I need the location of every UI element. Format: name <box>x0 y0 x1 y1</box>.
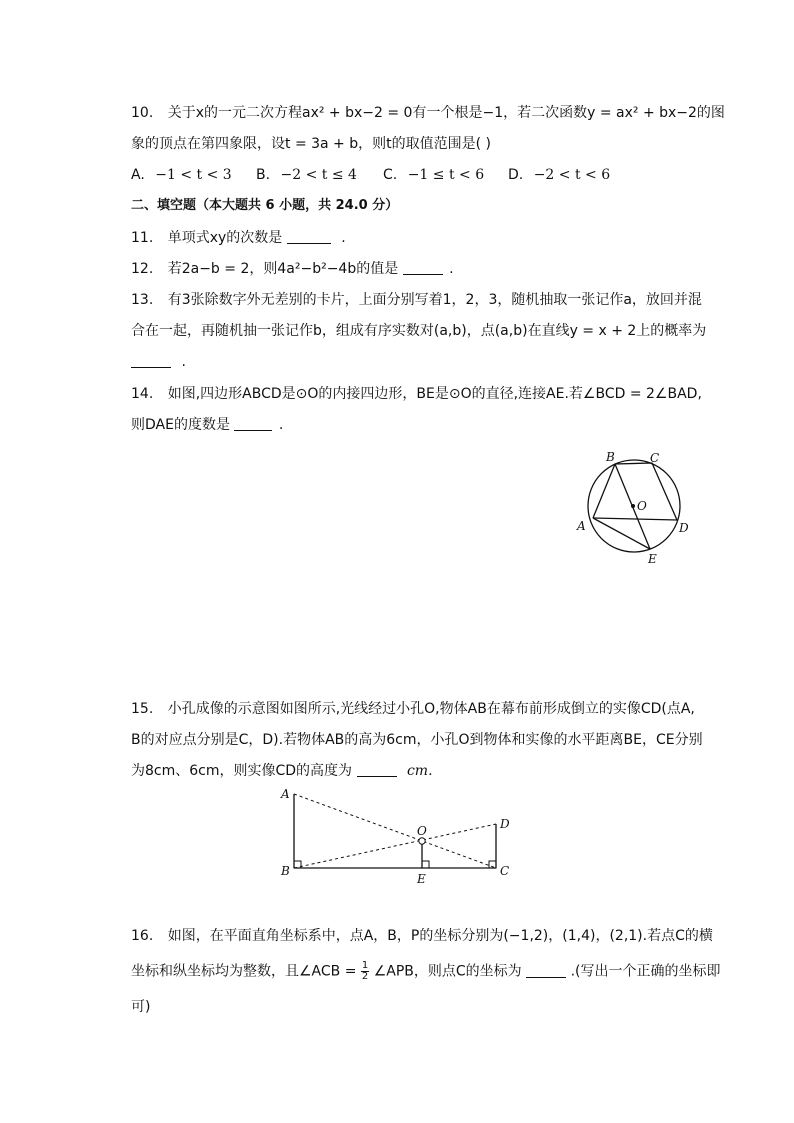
q13-stem-line2: 合在一起，再随机抽一张记作b，组成有序实数对(a,b)，点(a,b)在直线y = x + 2上的概率为 <box>131 323 707 339</box>
option-label: B. <box>256 167 271 183</box>
q13-number: 13. <box>131 292 154 308</box>
q15-number: 15. <box>131 701 154 717</box>
q10-stem-line1: 关于x的一元二次方程ax² + bx−2 = 0有一个根是−1，若二次函数y = ax² + bx−2的图 <box>167 105 725 121</box>
q15-line2 <box>131 730 703 750</box>
q11-number: 11. <box>131 230 154 246</box>
q12-answer-blank[interactable] <box>403 260 443 275</box>
fraction-denominator: 2 <box>361 971 369 982</box>
q16-stem-line2: 坐标和纵坐标均为整数，且∠ACB = <box>131 963 357 980</box>
label-a: A <box>281 787 290 801</box>
q16-stem-line2-end: .(写出一个正确的坐标即 <box>570 963 721 980</box>
q14-stem-line2: 则DAE的度数是 <box>131 417 230 433</box>
fraction-one-half <box>361 961 369 982</box>
q11-answer-blank[interactable] <box>287 229 331 244</box>
pinhole-o <box>419 838 425 844</box>
label-a: A <box>577 519 586 533</box>
q15-answer-blank[interactable] <box>357 762 397 777</box>
q13-stem-line1: 有3张除数字外无差别的卡片，上面分别写着1，2，3，随机抽取一张记作a，放回并混 <box>167 292 702 308</box>
option-text: −1 ≤ t < 6 <box>407 167 485 183</box>
q11-text-end: . <box>341 230 346 246</box>
q13-text-end: . <box>181 354 186 370</box>
label-e: E <box>648 552 657 566</box>
q13-line3 <box>131 352 186 372</box>
segment-ae <box>593 518 650 549</box>
q10-number: 10. <box>131 105 154 121</box>
option-text: −2 < t < 6 <box>533 167 611 183</box>
q15-stem-line3: 为8cm、6cm，则实像CD的高度为 <box>131 763 353 779</box>
option-text: −2 < t ≤ 4 <box>280 167 357 183</box>
segment-ad <box>593 518 677 520</box>
q15-unit: cm. <box>406 763 433 779</box>
q10-stem-line2: 象的顶点在第四象限，设t = 3a + b，则t的取值范围是( ) <box>131 136 491 152</box>
q15-line1 <box>131 699 695 719</box>
label-d: D <box>679 521 689 535</box>
q11-text: 单项式xy的次数是 <box>167 230 283 246</box>
q11 <box>131 228 346 248</box>
q14-line2 <box>131 415 283 435</box>
label-c: C <box>650 451 660 465</box>
option-label: D. <box>508 167 524 183</box>
label-e: E <box>417 872 426 886</box>
label-c: C <box>500 864 510 878</box>
q16-stem-line3: 可) <box>131 999 151 1015</box>
ray-b-to-d <box>294 824 496 868</box>
q16-stem-line2-mid: ∠APB，则点C的坐标为 <box>373 963 522 980</box>
q13-answer-blank[interactable] <box>131 353 171 368</box>
label-b: B <box>281 864 290 878</box>
q10-line2 <box>131 134 491 154</box>
q16-line2 <box>131 961 721 982</box>
q13-line2 <box>131 321 706 341</box>
q12-number: 12. <box>131 261 154 277</box>
label-d: D <box>500 817 510 831</box>
q12-text: 若2a−b = 2，则4a²−b²−4b的值是 <box>167 261 399 277</box>
q12-text-end: . <box>449 261 454 277</box>
q16-stem-line1: 如图，在平面直角坐标系中，点A，B，P的坐标分别为(−1,2)，(1,4)，(2,1).若点C的横 <box>167 928 713 944</box>
center-point-o <box>631 504 635 508</box>
label-o: O <box>637 499 647 513</box>
q14-line1 <box>131 384 702 404</box>
q10-line1 <box>131 103 725 123</box>
right-angle-e <box>422 861 429 868</box>
q14-number: 14. <box>131 386 154 402</box>
q16-line1 <box>131 926 713 946</box>
q12 <box>131 259 454 279</box>
q10-option-c[interactable] <box>383 165 484 185</box>
q10-option-d[interactable] <box>508 165 610 185</box>
label-b: B <box>606 450 615 464</box>
q15-stem-line1: 小孔成像的示意图如图所示,光线经过小孔O,物体AB在幕布前形成倒立的实像CD(点A, <box>167 701 695 717</box>
option-label: C. <box>383 167 398 183</box>
q10-option-b[interactable] <box>256 165 357 185</box>
q14-text-end: . <box>278 417 284 433</box>
option-label: A. <box>131 167 145 183</box>
q15-pinhole-figure <box>276 784 526 888</box>
option-text: −1 < t < 3 <box>155 167 232 183</box>
q14-circle-figure <box>570 448 700 573</box>
q15-line3 <box>131 761 433 781</box>
q16-line3 <box>131 997 150 1017</box>
label-o: O <box>417 824 427 838</box>
section-title: 二、填空题（本大题共 6 小题，共 24.0 分） <box>131 198 399 213</box>
q14-answer-blank[interactable] <box>234 416 272 431</box>
fraction-numerator: 1 <box>361 960 369 971</box>
q16-number: 16. <box>131 928 154 944</box>
q15-stem-line2: B的对应点分别是C，D).若物体AB的高为6cm，小孔O到物体和实像的水平距离BE，CE分别 <box>131 732 703 748</box>
q14-stem-line1: 如图,四边形ABCD是⊙O的内接四边形，BE是⊙O的直径,连接AE.若∠BCD = 2∠BAD, <box>167 386 702 402</box>
q16-answer-blank[interactable] <box>526 963 566 978</box>
q13-line1 <box>131 290 702 310</box>
q10-option-a[interactable] <box>131 165 232 185</box>
